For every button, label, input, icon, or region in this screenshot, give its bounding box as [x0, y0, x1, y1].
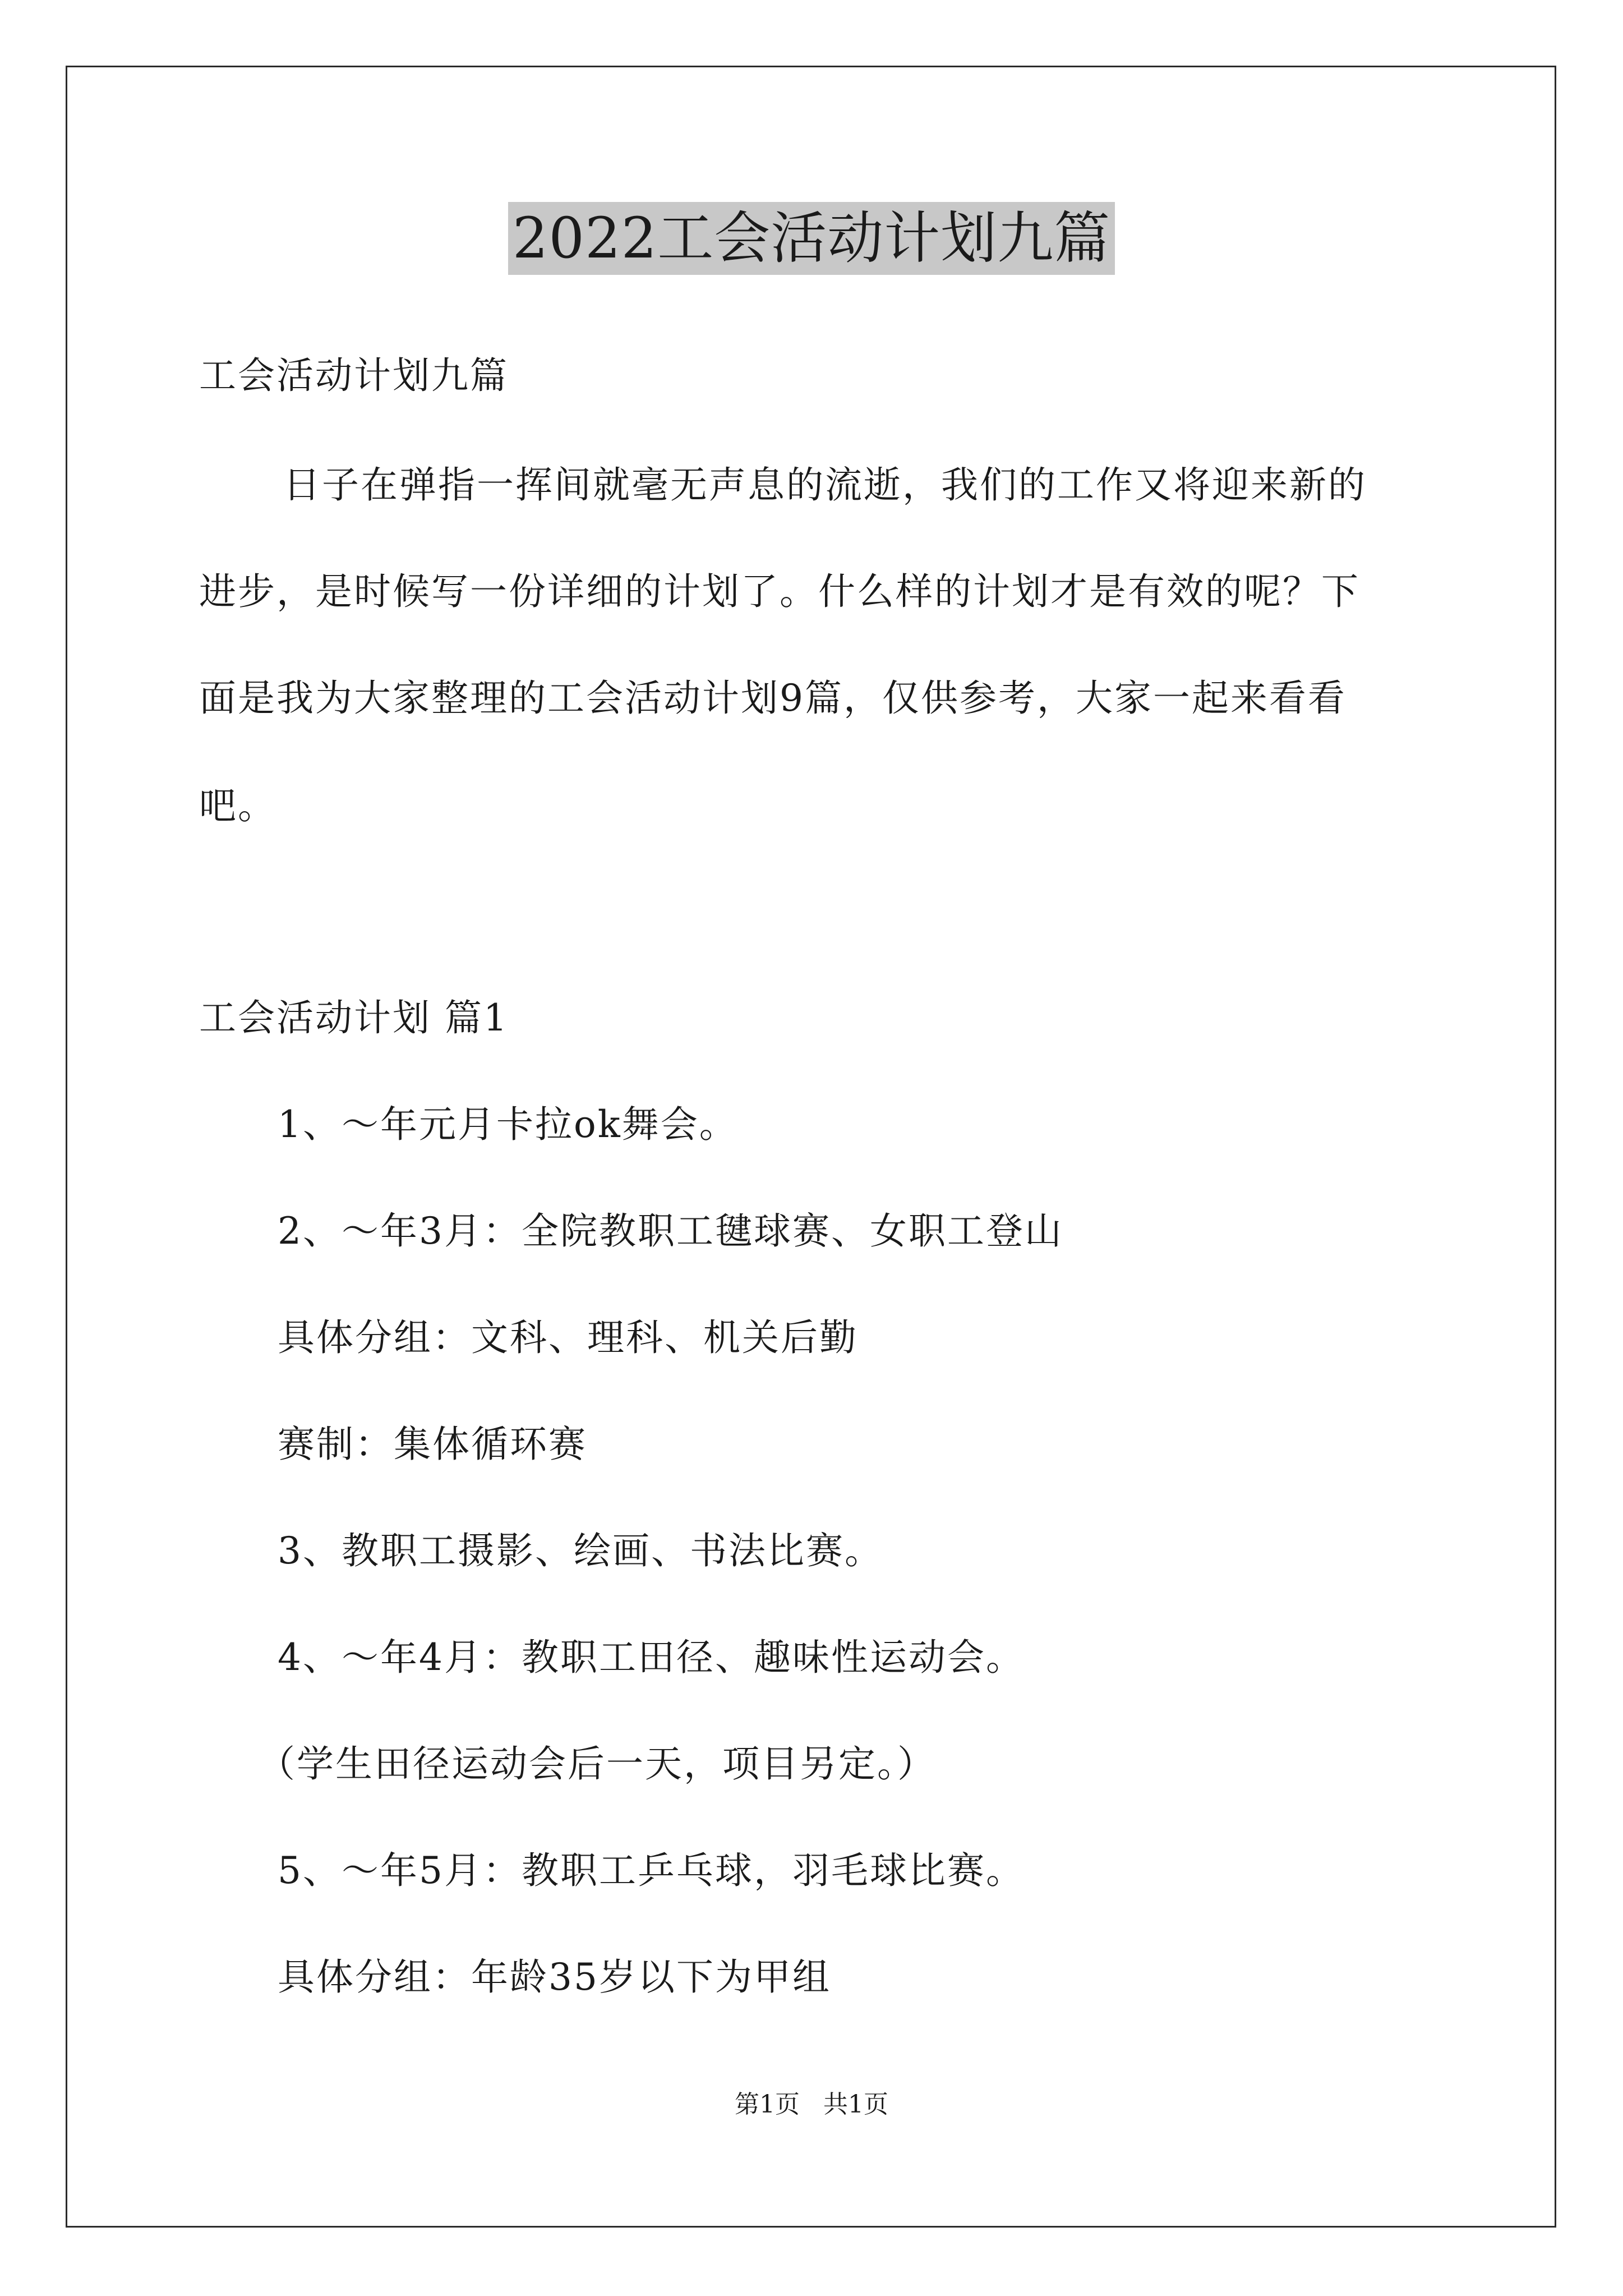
title-container — [0, 202, 1623, 275]
list-item: 1、～年元月卡拉ok舞会。 — [278, 1103, 738, 1146]
list-item: 2、～年3月：全院教职工毽球赛、女职工登山 — [278, 1209, 1063, 1253]
list-item: 3、教职工摄影、绘画、书法比赛。 — [278, 1529, 883, 1572]
list-item: 赛制：集体循环赛 — [278, 1423, 587, 1466]
section-heading: 工会活动计划 篇1 — [199, 996, 509, 1039]
page-footer — [0, 2088, 1623, 2122]
intro-line-1: 日子在弹指一挥间就毫无声息的流逝，我们的工作又将迎来新的 — [283, 463, 1367, 507]
intro-line-3: 面是我为大家整理的工会活动计划9篇，仅供参考，大家一起来看看 — [199, 677, 1347, 720]
intro-line-4: 吧。 — [199, 784, 276, 827]
document-subtitle: 工会活动计划九篇 — [199, 354, 509, 397]
page-total: 共1页 — [823, 2090, 888, 2119]
document-title: 2022工会活动计划九篇 — [508, 202, 1115, 275]
list-item: 5、～年5月：教职工乒乓球，羽毛球比赛。 — [278, 1849, 1025, 1892]
list-item: 4、～年4月：教职工田径、趣味性运动会。 — [278, 1636, 1025, 1679]
page-number: 第1页 — [735, 2090, 800, 2119]
intro-line-2: 进步，是时候写一份详细的计划了。什么样的计划才是有效的呢？下 — [199, 570, 1360, 613]
list-item: 具体分组：文科、理科、机关后勤 — [278, 1316, 858, 1359]
list-item: 具体分组：年龄35岁以下为甲组 — [278, 1955, 831, 1999]
list-item: （学生田径运动会后一天，项目另定。） — [258, 1742, 936, 1786]
